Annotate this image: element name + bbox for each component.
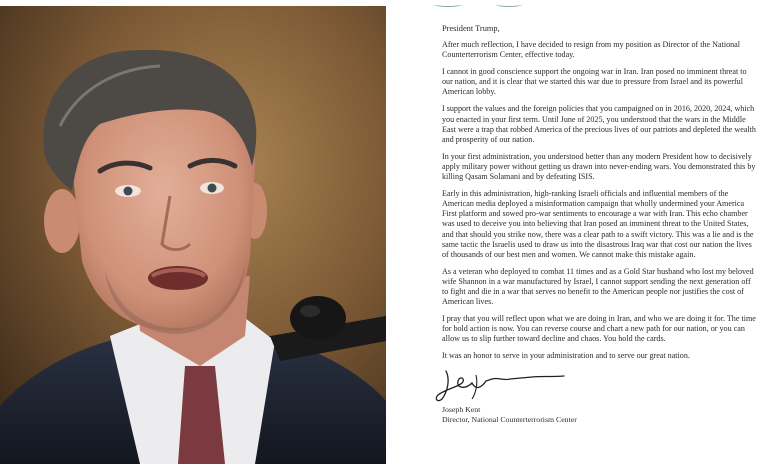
resignation-letter — [404, 0, 780, 470]
letterhead-fragment — [404, 0, 780, 10]
letter-paragraph-5: Early in this administration, high-ranking Israeli officials and influential members of the American media deployed a misinformation campaign that wholly undermined your America First platform and sowed pro-war sentiments to encourage a war with Iran. This echo chamber was used to deceive you into believing that Iran posed an imminent threat to the United States, and that should you strike now, there was a clear path to a swift victory. This was a lie and is the same tactic the Israelis used to draw us into the disastrous Iraq war that cost our nation the lives of thousands of our best men and women. We cannot make this mistake again. — [442, 189, 754, 259]
handwritten-signature — [432, 365, 602, 405]
letter-paragraph-1: After much reflection, I have decided to resign from my position as Director of the National Counterterrorism Center, effective today. — [442, 40, 741, 60]
letter-paragraph-4: In your first administration, you understood better than any modern President how to decisively apply military power without getting us drawn into never-ending wars. You demonstrated this by killing Qasam Solamani and by defeating ISIS. — [442, 151, 756, 182]
letter-closing: It was an honor to serve in your administration and to serve our great nation. — [442, 351, 690, 361]
microphone — [290, 296, 346, 340]
letter-paragraph-6: As a veteran who deployed to combat 11 times and as a Gold Star husband who lost my beloved wife Shannon in a war manufactured by Israel, I cannot support sending the next generation off to fight and die in a war that serves no benefit to the American people nor justifies the cost of American lives. — [442, 266, 754, 307]
letter-salutation: President Trump, — [442, 24, 500, 33]
signer-name: Joseph Kent — [442, 405, 481, 415]
speaker-photo — [0, 6, 386, 464]
signer-title: Director, National Counterterrorism Center — [442, 414, 577, 424]
speaker-illustration — [0, 6, 386, 464]
letter-paragraph-7: I pray that you will reflect upon what we are doing in Iran, and who we are doing it for. The time for bold action is now. You can reverse course and chart a new path for our nation, or you can allow us to slip further toward decline and chaos. You hold the cards. — [442, 314, 756, 344]
letter-paragraph-3: I support the values and the foreign policies that you campaigned on in 2016, 2020, 2024, which you enacted in your first term. Until June of 2025, you understood that the wars in the Middle East were a trap that robbed America of the precious lives of our patriots and depleted the wealth and prosperity of our nation. — [442, 104, 756, 144]
panel-divider — [388, 0, 404, 470]
letter-paragraph-2: I cannot in good conscience support the ongoing war in Iran. Iran posed no imminent threat to our nation, and it is clear that we started this war due to pressure from Israel and its powerful American lobby. — [442, 67, 747, 97]
left-ear — [44, 189, 80, 253]
